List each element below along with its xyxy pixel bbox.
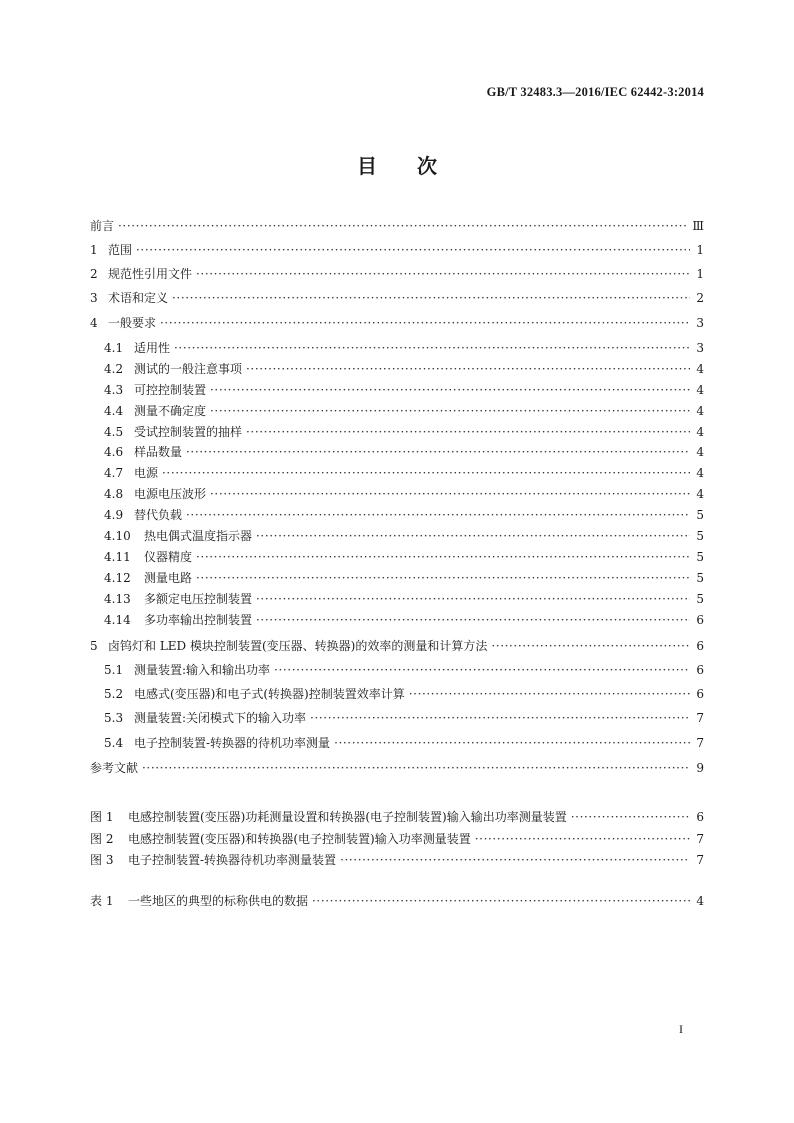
- toc-entry-number: 5.3: [104, 711, 124, 725]
- toc-entry-number: 4.2: [104, 362, 124, 376]
- leader-dots: [246, 359, 690, 379]
- toc-entry-label: 电子控制装置-转换器的待机功率测量: [134, 736, 331, 750]
- toc-subentry[interactable]: [104, 463, 704, 483]
- toc-entry-page: 3: [696, 341, 704, 355]
- toc-entry-number: 5.4: [104, 736, 124, 750]
- toc-entry-number: 4.14: [104, 613, 131, 627]
- toc-entry-page: 6: [696, 613, 704, 627]
- toc-entry-references[interactable]: [90, 758, 704, 778]
- toc-entry-page: 2: [696, 291, 704, 305]
- toc-entry-number: 4.13: [104, 592, 131, 606]
- toc-entry-label: 一般要求: [108, 316, 157, 330]
- toc-entry-label: 前言: [90, 219, 115, 233]
- figure-label: 电子控制装置-转换器待机功率测量装置: [128, 853, 337, 867]
- table-number: 表 1: [90, 894, 114, 908]
- toc-entry[interactable]: [90, 240, 704, 260]
- toc-entry-label: 仪器精度: [144, 550, 193, 564]
- toc-entry-page: 5: [696, 529, 704, 543]
- toc-entry-page: 4: [696, 383, 704, 397]
- toc-subentry[interactable]: [104, 589, 704, 609]
- toc-entry-page: 3: [696, 316, 704, 330]
- toc-entry-number: 4.5: [104, 425, 124, 439]
- toc-entry-label: 样品数量: [134, 445, 183, 459]
- leader-dots: [142, 758, 690, 778]
- toc-subentry[interactable]: [104, 401, 704, 421]
- figure-page: 7: [696, 853, 704, 867]
- toc-entry[interactable]: [90, 264, 704, 284]
- toc-entry-number: 4.12: [104, 571, 131, 585]
- leader-dots: [174, 338, 690, 358]
- toc-subentry[interactable]: [104, 568, 704, 588]
- toc-entry-page: 1: [696, 243, 704, 257]
- leader-dots: [340, 850, 690, 870]
- toc-entry-page: 4: [696, 404, 704, 418]
- toc-entry-page: 4: [696, 362, 704, 376]
- toc-entry-number: 4.8: [104, 487, 124, 501]
- leader-dots: [196, 547, 690, 567]
- toc-subentry[interactable]: [104, 484, 704, 504]
- toc-entry-label: 测量不确定度: [134, 404, 207, 418]
- toc-subentry[interactable]: [104, 338, 704, 358]
- toc-entry-page: 1: [696, 267, 704, 281]
- toc-subentry[interactable]: [104, 442, 704, 462]
- leader-dots: [162, 463, 690, 483]
- leader-dots: [312, 891, 690, 911]
- toc-entry-page: 4: [696, 487, 704, 501]
- toc-entry-number: 3: [90, 291, 98, 305]
- leader-dots: [196, 568, 690, 588]
- toc-entry[interactable]: [90, 313, 704, 333]
- page-title: 目次: [357, 154, 477, 178]
- toc-entry-number: 4.10: [104, 529, 131, 543]
- table-label: 一些地区的典型的标称供电的数据: [128, 894, 309, 908]
- toc-entry-page: 5: [696, 571, 704, 585]
- toc-subentry[interactable]: [104, 505, 704, 525]
- figure-entry[interactable]: [90, 850, 704, 870]
- leader-dots: [274, 660, 690, 680]
- toc-entry-label: 可控控制装置: [134, 383, 207, 397]
- leader-dots: [210, 380, 690, 400]
- toc-subentry[interactable]: [104, 422, 704, 442]
- toc-entry[interactable]: [90, 636, 704, 656]
- leader-dots: [475, 829, 690, 849]
- leader-dots: [118, 216, 688, 236]
- leader-dots: [246, 422, 690, 442]
- toc-entry-page: 6: [696, 639, 704, 653]
- toc-entry-label: 多额定电压控制装置: [144, 592, 253, 606]
- toc-entry-label: 测量电路: [144, 571, 193, 585]
- leader-dots: [160, 313, 690, 333]
- toc-entry-page: 4: [696, 425, 704, 439]
- toc-entry-number: 4.9: [104, 508, 124, 522]
- toc-entry-label: 规范性引用文件: [108, 267, 193, 281]
- figure-entry[interactable]: [90, 807, 704, 827]
- toc-entry-preface[interactable]: [90, 216, 704, 236]
- toc-subentry[interactable]: [104, 610, 704, 630]
- leader-dots: [196, 264, 690, 284]
- leader-dots: [186, 442, 690, 462]
- toc-entry-label: 电感式(变压器)和电子式(转换器)控制装置效率计算: [134, 687, 405, 701]
- toc-subentry[interactable]: [104, 526, 704, 546]
- leader-dots: [172, 288, 690, 308]
- toc-entry-number: 5: [90, 639, 98, 653]
- toc-subentry[interactable]: [104, 733, 704, 753]
- leader-dots: [256, 526, 690, 546]
- leader-dots: [186, 505, 690, 525]
- toc-entry-label: 替代负载: [134, 508, 183, 522]
- standard-number: GB/T 32483.3—2016/IEC 62442-3:2014: [486, 85, 704, 99]
- toc-entry-label: 卤钨灯和 LED 模块控制装置(变压器、转换器)的效率的测量和计算方法: [108, 639, 488, 653]
- toc-entry-label: 范围: [108, 243, 133, 257]
- toc-entry-label: 电源电压波形: [134, 487, 207, 501]
- toc-entry-label: 多功率输出控制装置: [144, 613, 253, 627]
- toc-entry-number: 1: [90, 243, 98, 257]
- toc-entry-page: 7: [696, 711, 704, 725]
- toc-entry-page: 5: [696, 508, 704, 522]
- toc-subentry[interactable]: [104, 660, 704, 680]
- toc-entry-label: 参考文献: [90, 761, 139, 775]
- toc-subentry[interactable]: [104, 684, 704, 704]
- toc-entry-number: 4.7: [104, 466, 124, 480]
- toc-entry-number: 4.6: [104, 445, 124, 459]
- figure-entry[interactable]: [90, 829, 704, 849]
- leader-dots: [310, 708, 690, 728]
- figure-number: 图 1: [90, 810, 114, 824]
- leader-dots: [136, 240, 690, 260]
- toc-entry-page: 5: [696, 592, 704, 606]
- toc-entry-label: 术语和定义: [108, 291, 169, 305]
- figure-page: 7: [696, 832, 704, 846]
- toc-entry-page: 6: [696, 687, 704, 701]
- figure-number: 图 2: [90, 832, 114, 846]
- leader-dots: [409, 684, 690, 704]
- table-entry[interactable]: [90, 891, 704, 911]
- toc-entry-label: 受试控制装置的抽样: [134, 425, 243, 439]
- toc-entry[interactable]: [90, 288, 704, 308]
- toc-entry-page: 4: [696, 445, 704, 459]
- table-page: 4: [696, 894, 704, 908]
- leader-dots: [256, 610, 690, 630]
- toc-entry-page: Ⅲ: [692, 219, 704, 233]
- figure-label: 电感控制装置(变压器)和转换器(电子控制装置)输入功率测量装置: [128, 832, 471, 846]
- leader-dots: [334, 733, 690, 753]
- toc-entry-label: 适用性: [134, 341, 171, 355]
- toc-entry-label: 热电偶式温度指示器: [144, 529, 253, 543]
- toc-entry-number: 4.11: [104, 550, 131, 564]
- toc-entry-label: 测试的一般注意事项: [134, 362, 243, 376]
- figure-page: 6: [696, 810, 704, 824]
- toc-entry-page: 6: [696, 663, 704, 677]
- toc-entry-page: 7: [696, 736, 704, 750]
- toc-entry-number: 4.3: [104, 383, 124, 397]
- toc-entry-number: 4.4: [104, 404, 124, 418]
- toc-subentry[interactable]: [104, 708, 704, 728]
- toc-entry-number: 4: [90, 316, 98, 330]
- toc-subentry[interactable]: [104, 359, 704, 379]
- leader-dots: [491, 636, 690, 656]
- page-number: I: [679, 1022, 683, 1036]
- toc-entry-page: 4: [696, 466, 704, 480]
- toc-entry-label: 电源: [134, 466, 159, 480]
- leader-dots: [256, 589, 690, 609]
- toc-entry-number: 4.1: [104, 341, 124, 355]
- figure-number: 图 3: [90, 853, 114, 867]
- toc-subentry[interactable]: [104, 380, 704, 400]
- toc-entry-page: 5: [696, 550, 704, 564]
- toc-subentry[interactable]: [104, 547, 704, 567]
- toc-entry-label: 测量装置:关闭模式下的输入功率: [134, 711, 307, 725]
- leader-dots: [210, 401, 690, 421]
- toc-entry-number: 5.1: [104, 663, 124, 677]
- toc-entry-page: 9: [696, 761, 704, 775]
- leader-dots: [571, 807, 690, 827]
- leader-dots: [210, 484, 690, 504]
- toc-entry-label: 测量装置:输入和输出功率: [134, 663, 271, 677]
- toc-entry-number: 2: [90, 267, 98, 281]
- toc-entry-number: 5.2: [104, 687, 124, 701]
- figure-label: 电感控制装置(变压器)功耗测量设置和转换器(电子控制装置)输入输出功率测量装置: [128, 810, 567, 824]
